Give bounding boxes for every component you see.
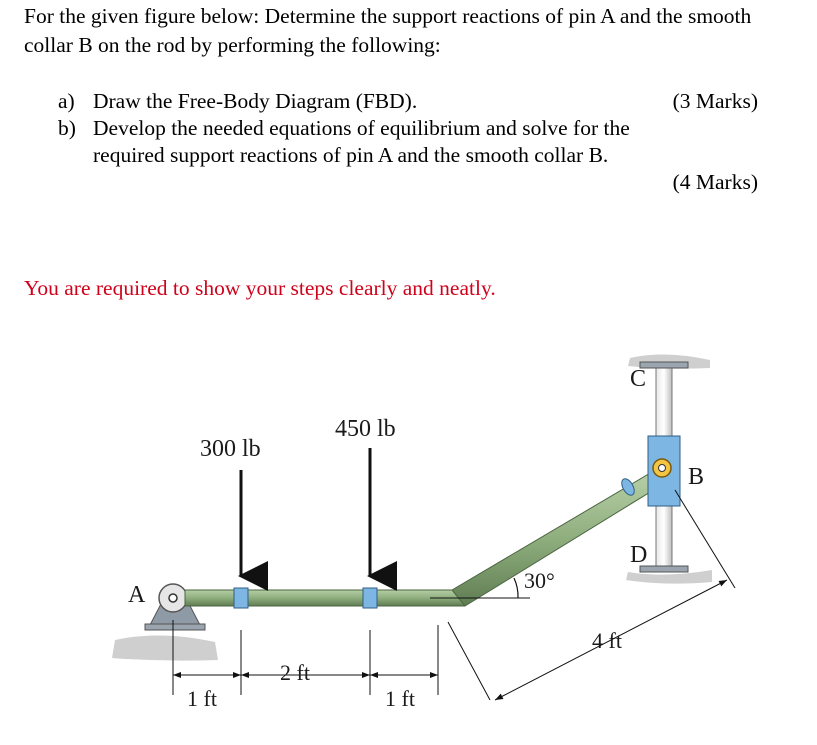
problem-parts <box>58 88 778 194</box>
requirement-note: You are required to show your steps clearly and neatly. <box>24 276 496 300</box>
dim-label-1: 1 ft <box>187 686 217 711</box>
part-b-label: b) <box>58 116 76 140</box>
point-a-label: A <box>128 582 146 608</box>
point-c-label: C <box>630 366 647 392</box>
part-a-text: Draw the Free-Body Diagram (FBD). <box>93 89 418 113</box>
part-a-label: a) <box>58 89 75 113</box>
load-label-450: 450 lb <box>335 416 396 442</box>
load-block-2 <box>363 588 377 608</box>
collar-pin-hole <box>659 465 666 472</box>
part-b <box>58 115 778 194</box>
dim-label-3: 1 ft <box>385 686 415 711</box>
mechanics-figure <box>100 340 760 740</box>
dim-ext-incline-start <box>448 622 490 700</box>
part-a <box>58 88 778 115</box>
point-b-label: B <box>688 464 705 490</box>
point-d-label: D <box>630 542 648 568</box>
part-b-text: Develop the needed equations of equilibrium and solve for the required support reactions of pin A and the smooth collar B. <box>93 116 630 167</box>
support-c <box>640 362 688 368</box>
dim-label-2: 2 ft <box>280 660 310 685</box>
load-block-1 <box>234 588 248 608</box>
part-a-marks: (3 Marks) <box>672 89 758 113</box>
rod-horizontal <box>185 590 465 606</box>
load-label-300: 300 lb <box>200 436 261 462</box>
angle-label: 30° <box>524 568 555 593</box>
ground-hatch-a <box>112 635 218 660</box>
part-b-marks: (4 Marks) <box>672 170 758 194</box>
figure-svg <box>100 340 760 740</box>
angle-arc <box>514 578 518 598</box>
dim-label-4: 4 ft <box>592 628 622 653</box>
problem-intro: For the given figure below: Determine the support reactions of pin A and the smooth collar B on the rod by performing the following: <box>24 4 752 57</box>
